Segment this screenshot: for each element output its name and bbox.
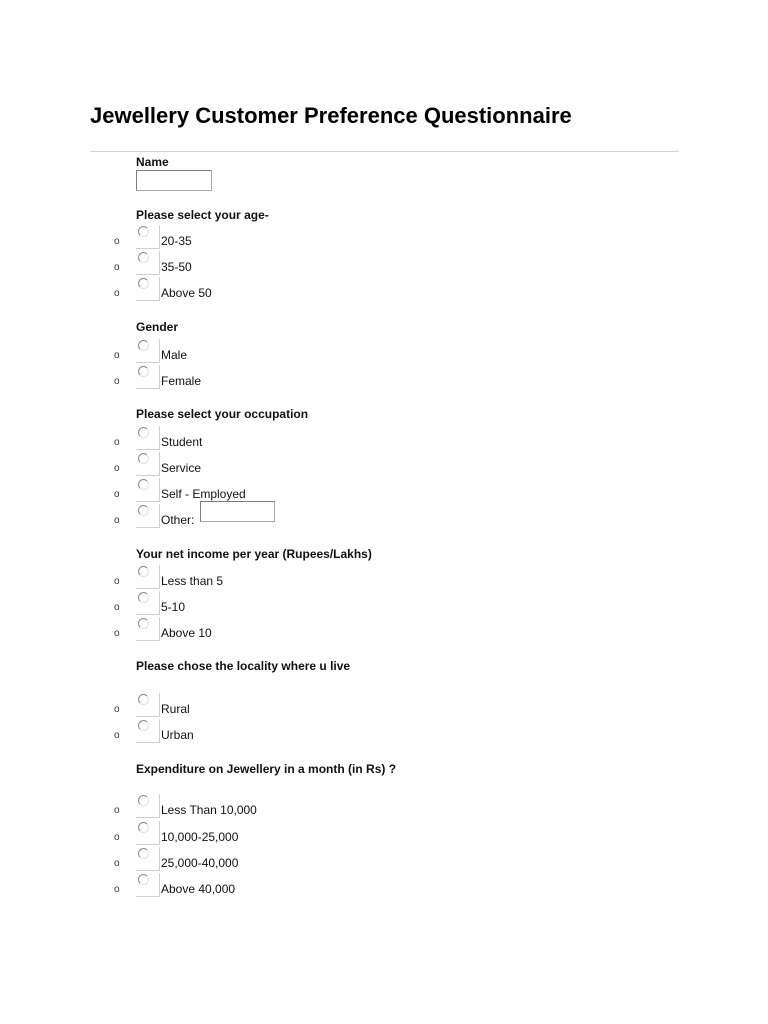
list-bullet: o — [114, 805, 120, 816]
option-label: Male — [161, 348, 188, 362]
other-occupation-input[interactable] — [200, 501, 275, 522]
radio-locality-rural[interactable] — [136, 693, 160, 717]
radio-occupation-other[interactable] — [136, 504, 160, 528]
radio-income-5-10[interactable] — [136, 591, 160, 615]
radio-circle-icon — [138, 252, 149, 263]
option-label: 10,000-25,000 — [161, 830, 239, 844]
radio-circle-icon — [138, 453, 149, 464]
radio-circle-icon — [138, 822, 149, 833]
list-bullet: o — [114, 262, 120, 273]
radio-circle-icon — [138, 505, 149, 516]
option-label: Above 50 — [161, 286, 212, 300]
option-label: 25,000-40,000 — [161, 856, 239, 870]
radio-age-35-50[interactable] — [136, 251, 160, 275]
question-income-label: Your net income per year (Rupees/Lakhs) — [136, 547, 372, 561]
radio-age-20-35[interactable] — [136, 225, 160, 249]
radio-age-above-50[interactable] — [136, 277, 160, 301]
radio-circle-icon — [138, 427, 149, 438]
list-bullet: o — [114, 236, 120, 247]
option-label: Above 40,000 — [161, 882, 236, 896]
radio-circle-icon — [138, 340, 149, 351]
list-bullet: o — [114, 628, 120, 639]
list-bullet: o — [114, 376, 120, 387]
radio-expenditure-above-40000[interactable] — [136, 873, 160, 897]
list-bullet: o — [114, 858, 120, 869]
question-gender-label: Gender — [136, 320, 179, 334]
list-bullet: o — [114, 288, 120, 299]
list-bullet: o — [114, 730, 120, 741]
radio-circle-icon — [138, 479, 149, 490]
radio-gender-male[interactable] — [136, 339, 160, 363]
radio-circle-icon — [138, 226, 149, 237]
option-label: Less than 5 — [161, 574, 224, 588]
option-label: Above 10 — [161, 626, 212, 640]
list-bullet: o — [114, 437, 120, 448]
option-label: Less Than 10,000 — [161, 803, 257, 817]
option-label: 5-10 — [161, 600, 186, 614]
question-age-label: Please select your age- — [136, 208, 269, 222]
radio-locality-urban[interactable] — [136, 719, 160, 743]
option-label: Self - Employed — [161, 487, 246, 501]
radio-circle-icon — [138, 566, 149, 577]
list-bullet: o — [114, 832, 120, 843]
radio-circle-icon — [138, 795, 149, 806]
list-bullet: o — [114, 576, 120, 587]
radio-occupation-self-employed[interactable] — [136, 478, 160, 502]
radio-circle-icon — [138, 366, 149, 377]
radio-circle-icon — [138, 618, 149, 629]
list-bullet: o — [114, 350, 120, 361]
option-label: 20-35 — [161, 234, 192, 248]
option-label: Service — [161, 461, 202, 475]
radio-expenditure-10000-25000[interactable] — [136, 821, 160, 845]
page-title: Jewellery Customer Preference Questionnaire — [90, 103, 572, 128]
question-occupation-label: Please select your occupation — [136, 407, 309, 421]
name-label: Name — [136, 155, 169, 169]
list-bullet: o — [114, 463, 120, 474]
list-bullet: o — [114, 884, 120, 895]
radio-circle-icon — [138, 720, 149, 731]
radio-circle-icon — [138, 694, 149, 705]
list-bullet: o — [114, 704, 120, 715]
list-bullet: o — [114, 602, 120, 613]
option-label: Student — [161, 435, 203, 449]
question-expenditure-label: Expenditure on Jewellery in a month (in Rs) ? — [136, 762, 397, 776]
option-label: Other: — [161, 513, 195, 527]
name-input[interactable] — [136, 170, 212, 191]
question-locality-label: Please chose the locality where u live — [136, 659, 351, 673]
radio-occupation-service[interactable] — [136, 452, 160, 476]
title-divider — [90, 151, 679, 152]
radio-circle-icon — [138, 848, 149, 859]
radio-circle-icon — [138, 278, 149, 289]
radio-income-above-10[interactable] — [136, 617, 160, 641]
radio-circle-icon — [138, 874, 149, 885]
radio-expenditure-less-than-10000[interactable] — [136, 794, 160, 818]
radio-gender-female[interactable] — [136, 365, 160, 389]
list-bullet: o — [114, 515, 120, 526]
radio-expenditure-25000-40000[interactable] — [136, 847, 160, 871]
option-label: 35-50 — [161, 260, 192, 274]
option-label: Urban — [161, 728, 194, 742]
radio-income-less-than-5[interactable] — [136, 565, 160, 589]
radio-occupation-student[interactable] — [136, 426, 160, 450]
radio-circle-icon — [138, 592, 149, 603]
list-bullet: o — [114, 489, 120, 500]
option-label: Rural — [161, 702, 190, 716]
option-label: Female — [161, 374, 202, 388]
